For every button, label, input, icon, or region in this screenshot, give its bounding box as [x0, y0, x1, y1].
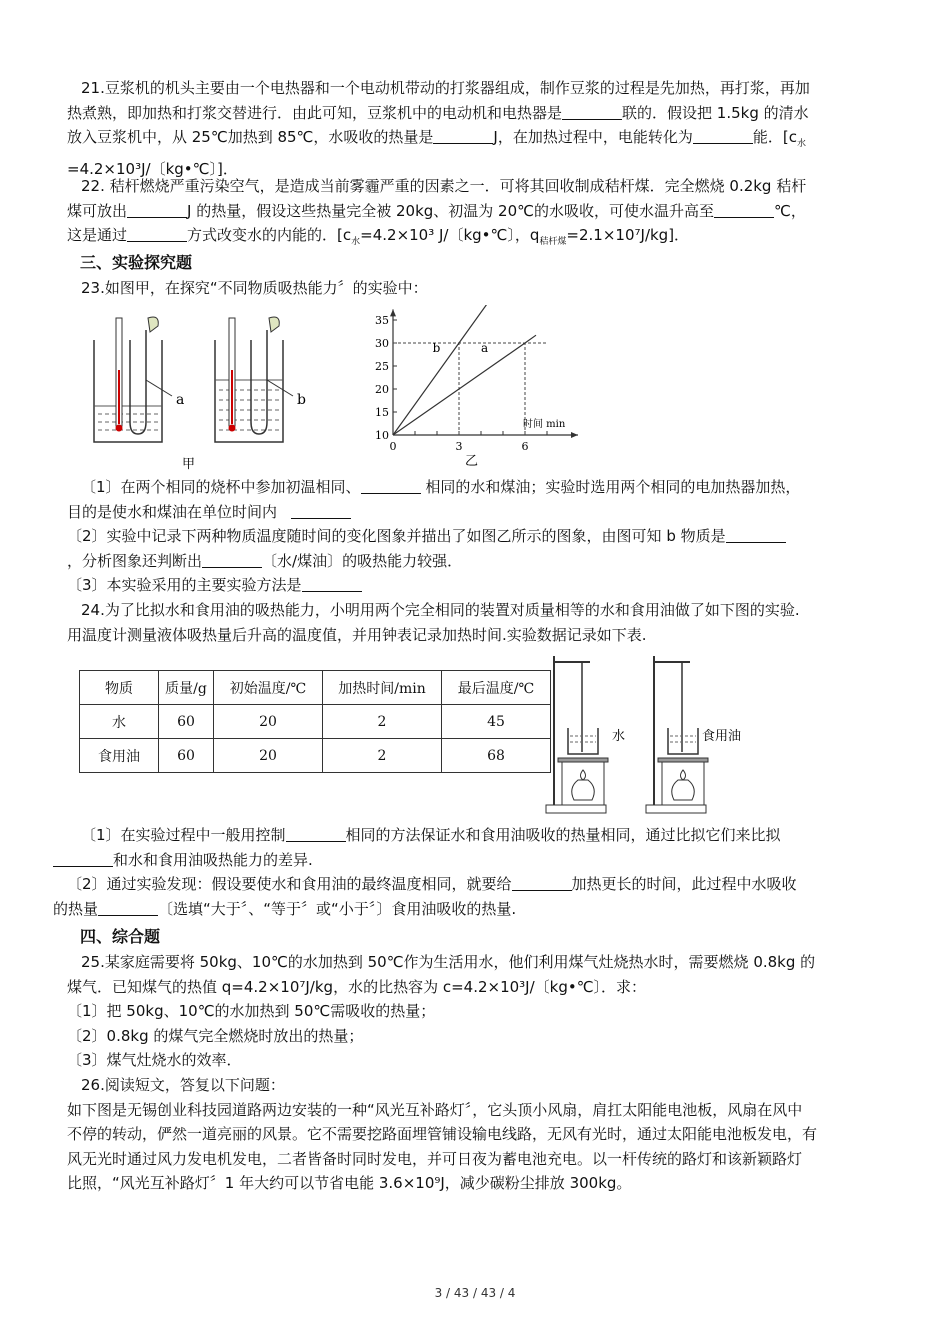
answer-blank[interactable] — [433, 128, 493, 144]
y-axis-arrow — [390, 309, 396, 316]
answer-blank[interactable] — [714, 202, 774, 218]
label-b: b — [297, 392, 306, 408]
answer-blank[interactable] — [202, 552, 262, 568]
label-oil: 食用油 — [702, 729, 742, 744]
section-heading-4: 四、综合题 — [80, 927, 161, 946]
beaker-b — [215, 317, 306, 442]
x-tick-label: 3 — [455, 440, 463, 453]
x-tick-label: 0 — [389, 440, 397, 453]
question-26: 26.阅读短文，答复以下问题： 如下图是无锡创业科技园道路两边安装的一种“风光互补路灯〞，它头顶小风扇，肩扛太阳能电池板，风扇在风中 不停的转动，俨然一道亮丽的风景。它不需要挖路面埋管铺设输电线路，无风有光时，通过太阳能电池板发电，有 风无光时通过风力发电机发电，二者皆备时同时发电，并可日夜为蓄电池充电。以一杆传统的路灯和该新颖路灯 比照，“风光互补路灯〞1 年大约可以节省电能 3.6×10⁹J，减少碳粉尘排放 300kg。 — [67, 1076, 818, 1192]
answer-blank[interactable] — [53, 851, 113, 867]
series-line-b — [393, 305, 499, 435]
x-tick-label: 6 — [521, 440, 529, 453]
table-cell: 45 — [442, 705, 551, 739]
series-line-a — [393, 335, 536, 435]
question-21: 21.豆浆机的机头主要由一个电热器和一个电动机带动的打浆器组成，制作豆浆的过程是先加热，再打浆，再加 热煮熟，即加热和打浆交替进行．由此可知，豆浆机中的电动机和电热器是 联的．假设把 1.5kg 的清水 放入豆浆机中，从 25℃加热到 85℃，水吸收的热量是 J，在加热过程中，电能转化为 能．[$c_水$ =4.2×10³J/〔kg•℃〕]． — [67, 79, 810, 178]
label-a: a — [176, 392, 185, 408]
answer-blank[interactable] — [361, 478, 421, 494]
y-tick-label: 30 — [375, 337, 389, 350]
x-axis-arrow — [571, 432, 578, 438]
heating-apparatus-figure — [540, 650, 770, 818]
section-heading-3: 三、实验探究题 — [80, 253, 193, 272]
y-tick-label: 20 — [375, 383, 389, 396]
answer-blank[interactable] — [291, 503, 351, 519]
question-24-intro: 24.为了比拟水和食用油的吸热能力，小明用两个完全相同的装置对质量相等的水和食用油做了如下图的实验. 用温度计测量液体吸热量后升高的温度值，并用钟表记录加热时间.实验数据记录如下表. — [67, 601, 800, 644]
label-yi: 乙 — [465, 454, 479, 469]
table-header: 质量/g — [159, 671, 214, 705]
series-label-a: a — [481, 341, 489, 356]
apparatus-oil — [646, 656, 741, 813]
label-jia: 甲 — [182, 457, 196, 470]
x-axis-label: 时间 min — [523, 419, 566, 430]
table-header: 初始温度/℃ — [214, 671, 323, 705]
beaker-a — [94, 317, 195, 470]
table-cell: 2 — [323, 739, 442, 773]
table-cell: 水 — [80, 705, 159, 739]
table-cell: 68 — [442, 739, 551, 773]
temperature-time-chart — [365, 305, 605, 470]
table-cell: 2 — [323, 705, 442, 739]
table-cell: 60 — [159, 705, 214, 739]
experiment-data-table — [79, 670, 551, 773]
y-tick-label: 35 — [375, 314, 389, 327]
answer-blank[interactable] — [286, 826, 346, 842]
answer-blank[interactable] — [562, 104, 622, 120]
answer-blank[interactable] — [512, 875, 572, 891]
table-row — [80, 705, 551, 739]
table-header: 加热时间/min — [323, 671, 442, 705]
question-24-parts: 〔1〕在实验过程中一般用控制 相同的方法保证水和食用油吸收的热量相同，通过比拟它们来比拟 和水和食用油吸热能力的差异. 〔2〕通过实验发现：假设要使水和食用油的最终温度相同，就要给 加热更长的时间，此过程中水吸收 的热量 〔选填“大于〞、“等于〞或“小于〞〕食用油吸收的热量. — [53, 826, 797, 918]
table-cell: 20 — [214, 705, 323, 739]
answer-blank[interactable] — [127, 202, 187, 218]
table-cell: 食用油 — [80, 739, 159, 773]
table-cell: 20 — [214, 739, 323, 773]
table-header: 物质 — [80, 671, 159, 705]
answer-blank[interactable] — [98, 900, 158, 916]
table-row — [80, 739, 551, 773]
y-tick-label: 25 — [375, 360, 389, 373]
question-25: 25.某家庭需要将 50kg、10℃的水加热到 50℃作为生活用水，他们利用煤气灶烧热水时，需要燃烧 0.8kg 的 煤气．已知煤气的热值 q=4.2×10⁷J/kg，水的比热容为 c=4.2×10³J/〔kg•℃〕．求： 〔1〕把 50kg、10℃的水加热到 50℃需吸收的热量； 〔2〕0.8kg 的煤气完全燃烧时放出的热量； 〔3〕煤气灶烧水的效率． — [67, 953, 816, 1069]
table-header: 最后温度/℃ — [442, 671, 551, 705]
series-label-b: b — [432, 341, 441, 356]
question-22: 22. 秸杆燃烧严重污染空气，是造成当前雾霾严重的因素之一．可将其回收制成秸杆煤．完全燃烧 0.2kg 秸杆 煤可放出 J 的热量，假设这些热量完全被 20kg、初温为 20℃的水吸收，可使水温升高至 ℃， 这是通过 方式改变水的内能的．[$c_水=4.2\times 10^3$ J/〔kg•℃〕，$q_{秸杆煤}=2.1\times 10^7J/kg$]． — [67, 177, 807, 247]
answer-blank[interactable] — [302, 576, 362, 592]
page-footer: 3 / 43 / 43 / 4 — [434, 1286, 516, 1300]
answer-blank[interactable] — [693, 128, 753, 144]
question-23-intro: 23.如图甲，在探究“不同物质吸热能力〞的实验中： — [81, 279, 428, 297]
apparatus-water — [546, 656, 625, 813]
table-header-row — [80, 671, 551, 705]
answer-blank[interactable] — [726, 527, 786, 543]
y-tick-label: 10 — [375, 429, 389, 442]
y-tick-label: 15 — [375, 406, 389, 419]
table-cell: 60 — [159, 739, 214, 773]
label-water: 水 — [612, 729, 626, 744]
question-23-parts: 〔1〕在两个相同的烧杯中参加初温相同、 相同的水和煤油；实验时选用两个相同的电加热器加热， 目的是使水和煤油在单位时间内 〔2〕实验中记录下两种物质温度随时间的变化图象并描出了如图乙所示的图象，由图可知 b 物质是 ，分析图象还判断出 〔水/煤油〕的吸热能力较强． 〔3〕本实验采用的主要实验方法是 — [67, 478, 801, 594]
beaker-figure — [80, 310, 370, 470]
answer-blank[interactable] — [127, 226, 187, 242]
